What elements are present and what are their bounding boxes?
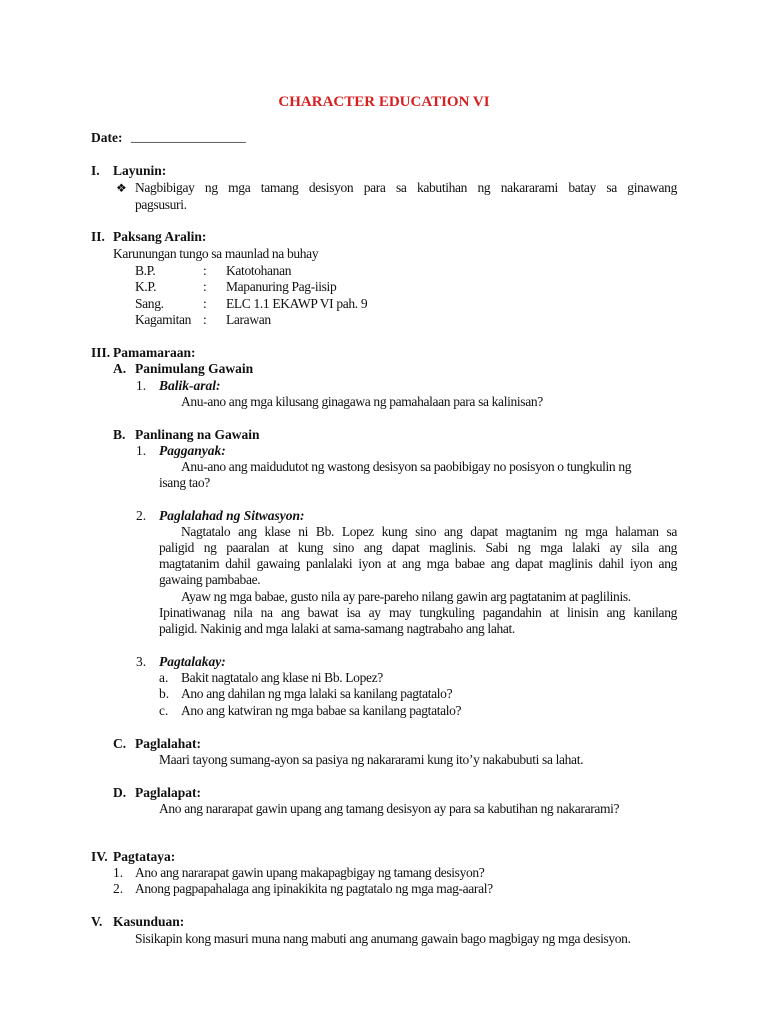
situation-paragraph-1-line-2: paligid ng paaralan at kung sino ang dapat maglinis. Sabi ng mga lalaki ay sila ang	[159, 540, 677, 555]
part-b-item-2-number: 2.	[136, 508, 147, 523]
question-b-letter: b.	[159, 686, 170, 701]
section-4-heading: Pagtataya:	[113, 849, 176, 864]
row-kagamitan-value: Larawan	[226, 312, 271, 327]
section-2-number: II.	[91, 229, 105, 244]
row-sang-key: Sang.	[135, 296, 164, 311]
objective-line-2: pagsusuri.	[135, 197, 187, 212]
part-d-text: Ano ang nararapat gawin upang ang tamang desisyon ay para sa kabutihan ng nakararami?	[159, 801, 620, 816]
assignment-text: Sisikapin kong masuri muna nang mabuti ang anumang gawain bago magbigay ng mga desisyon.	[135, 931, 631, 946]
part-a-item-1-text: Anu-ano ang mga kilusang ginagawa ng pamahalaan para sa kalinisan?	[181, 394, 543, 409]
diamond-bullet-icon: ❖	[116, 181, 127, 195]
part-a-item-1-heading: Balik-aral:	[159, 378, 221, 393]
question-b-text: Ano ang dahilan ng mga lalaki sa kanilang pagtatalo?	[181, 686, 453, 701]
part-b-item-1-text-line-2: isang tao?	[159, 475, 210, 490]
row-sang-colon: :	[203, 296, 207, 311]
part-b-letter: B.	[113, 427, 126, 442]
row-kp-value: Mapanuring Pag-iisip	[226, 279, 337, 294]
topic-text: Karunungan tungo sa maunlad na buhay	[113, 246, 319, 261]
row-bp-colon: :	[203, 263, 207, 278]
question-a-text: Bakit nagtatalo ang klase ni Bb. Lopez?	[181, 670, 383, 685]
section-4-number: IV.	[91, 849, 108, 864]
section-5-number: V.	[91, 914, 103, 929]
situation-paragraph-2-line-3: paligid. Nakinig and mga lalaki at sama-samang nagtrabaho ang lahat.	[159, 621, 515, 636]
part-b-item-2-heading: Paglalahad ng Sitwasyon:	[159, 508, 305, 523]
part-b-heading: Panlinang na Gawain	[135, 427, 260, 442]
part-d-letter: D.	[113, 785, 127, 800]
situation-paragraph-1-line-1: Nagtatalo ang klase ni Bb. Lopez kung sino ang dapat magtanim ng mga halaman sa	[181, 524, 677, 539]
part-b-item-1-text-line-1: Anu-ano ang maidudutot ng wastong desisyon sa paobibigay no posisyon o tungkulin ng	[181, 459, 632, 474]
row-kagamitan-colon: :	[203, 312, 207, 327]
row-kagamitan-key: Kagamitan	[135, 312, 192, 327]
question-c-text: Ano ang katwiran ng mga babae sa kanilang pagtatalo?	[181, 703, 462, 718]
part-b-item-3-heading: Pagtalakay:	[159, 654, 226, 669]
part-b-item-1-number: 1.	[136, 443, 147, 458]
part-c-letter: C.	[113, 736, 127, 751]
part-c-heading: Paglalahat:	[135, 736, 201, 751]
section-1-number: I.	[91, 163, 100, 178]
section-2-heading: Paksang Aralin:	[113, 229, 207, 244]
section-1-heading: Layunin:	[113, 163, 167, 178]
row-bp-value: Katotohanan	[226, 263, 292, 278]
part-c-text: Maari tayong sumang-ayon sa pasiya ng nakararami kung ito’y nakabubuti sa lahat.	[159, 752, 584, 767]
row-bp-key: B.P.	[135, 263, 156, 278]
row-kp-key: K.P.	[135, 279, 157, 294]
evaluation-item-2-text: Anong pagpapahalaga ang ipinakikita ng pagtatalo ng mga mag-aaral?	[135, 881, 493, 896]
situation-paragraph-2-line-1: Ayaw ng mga babae, gusto nila ay pare-pareho nilang gawin arg pagtatanim at paglilinis.	[181, 589, 631, 604]
situation-paragraph-2-line-2: Ipinatiwanag nila na ang bawat isa ay may tungkuling pagandahin at linisin ang kanilang	[159, 605, 677, 620]
part-d-heading: Paglalapat:	[135, 785, 201, 800]
evaluation-item-1-number: 1.	[113, 865, 124, 880]
objective-line-1: Nagbibigay ng mga tamang desisyon para sa kabutihan ng nakararami batay sa ginawang	[135, 180, 677, 195]
part-a-heading: Panimulang Gawain	[135, 361, 254, 376]
part-b-item-3-number: 3.	[136, 654, 147, 669]
section-3-heading: Pamamaraan:	[113, 345, 196, 360]
date-blank-line: _________________	[131, 129, 246, 144]
situation-paragraph-1-line-4: gawaing pambabae.	[159, 572, 261, 587]
section-5-heading: Kasunduan:	[113, 914, 185, 929]
row-kp-colon: :	[203, 279, 207, 294]
part-b-item-1-heading: Pagganyak:	[159, 443, 226, 458]
part-a-item-1-number: 1.	[136, 378, 147, 393]
section-3-number: III.	[91, 345, 111, 360]
document-title: CHARACTER EDUCATION VI	[278, 94, 490, 110]
evaluation-item-2-number: 2.	[113, 881, 124, 896]
question-a-letter: a.	[159, 670, 169, 685]
part-a-letter: A.	[113, 361, 127, 376]
situation-paragraph-1-line-3: magtatanim dahil gawaing panlalaki iyon at ang mga babae ang dapat maglinis dahil iyon ang	[159, 556, 677, 571]
date-label: Date:	[91, 130, 123, 145]
question-c-letter: c.	[159, 703, 169, 718]
evaluation-item-1-text: Ano ang nararapat gawin upang makapagbigay ng tamang desisyon?	[135, 865, 485, 880]
row-sang-value: ELC 1.1 EKAWP VI pah. 9	[226, 296, 368, 311]
